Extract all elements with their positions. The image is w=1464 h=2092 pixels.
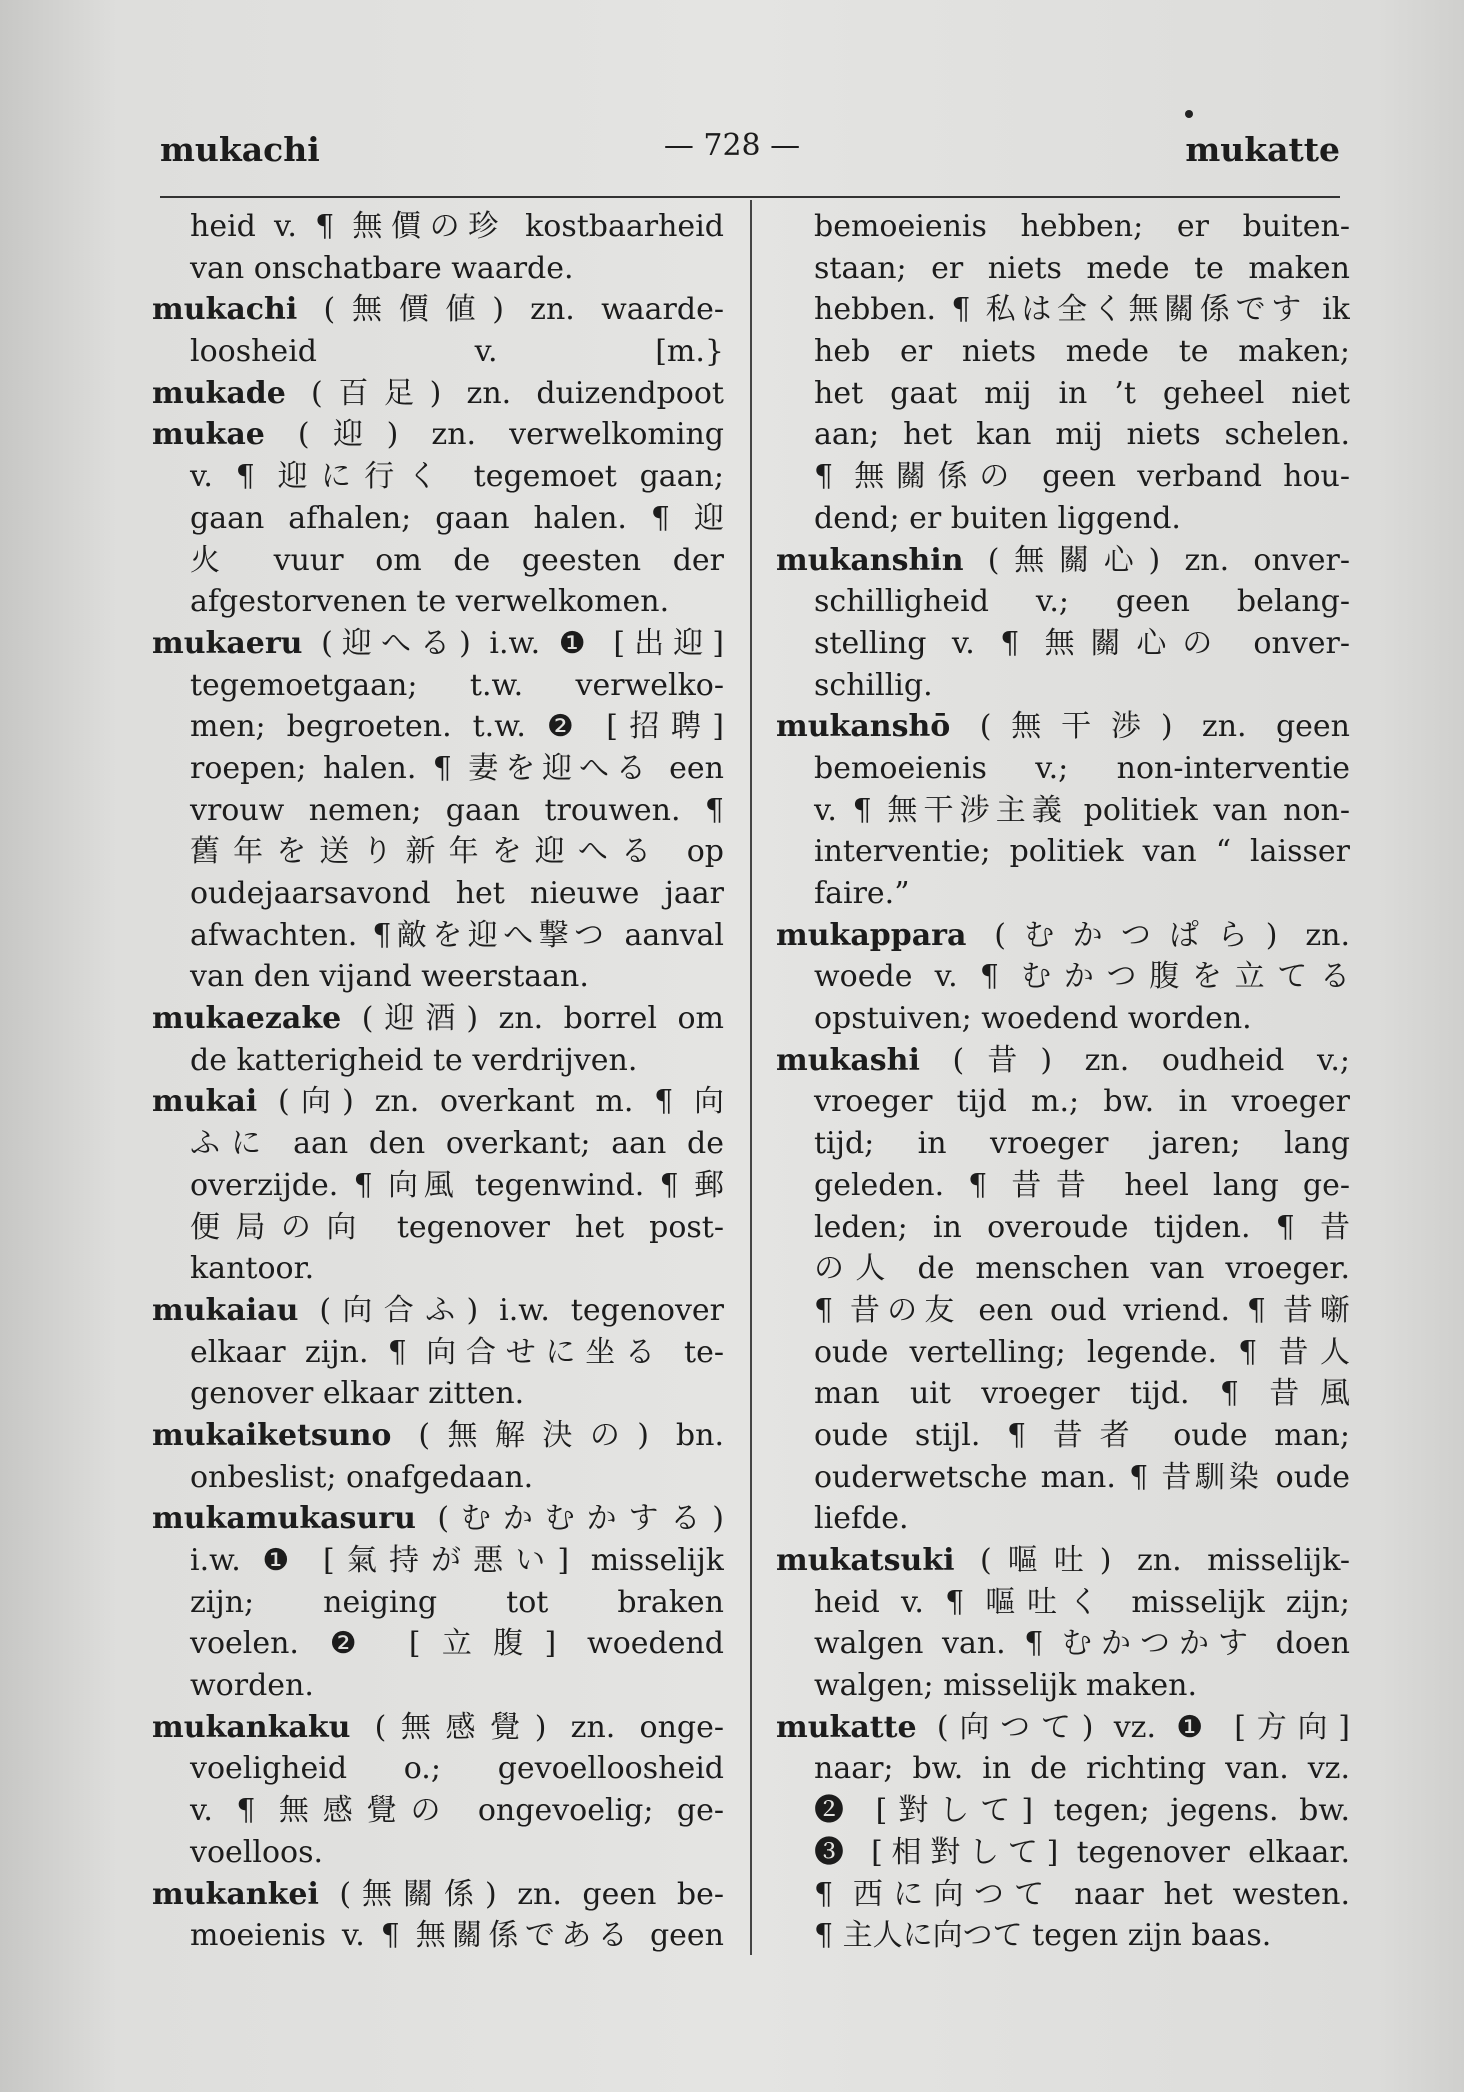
entry-line xyxy=(776,248,1350,290)
entry-line xyxy=(152,206,724,248)
entry-text: genover elkaar zitten. xyxy=(190,1376,525,1412)
header-left-guideword: mukachi xyxy=(160,130,320,169)
column-divider xyxy=(750,200,752,1955)
entry-line xyxy=(776,331,1350,373)
entry-line xyxy=(776,831,1350,873)
entry-line xyxy=(152,1540,724,1582)
entry-text: ouderwetsche man. ¶ 昔馴染 oude xyxy=(814,1459,1350,1495)
entry-line xyxy=(776,1165,1350,1207)
entry-line xyxy=(776,456,1350,498)
page-number: — 728 — xyxy=(663,128,801,163)
entry-line xyxy=(776,1123,1350,1165)
entry-line xyxy=(776,1790,1350,1832)
headword: mukaeru xyxy=(152,625,303,661)
entry-line xyxy=(776,1457,1350,1499)
entry-text: vroeger tijd m.; bw. in vroeger xyxy=(814,1084,1350,1120)
entry-text: (無感覺) zn. onge- xyxy=(350,1709,724,1745)
entry-text: vrouw nemen; gaan trouwen. ¶ xyxy=(190,792,724,828)
entry-text: zijn; neiging tot braken xyxy=(190,1584,724,1620)
entry-text: tegemoetgaan; t.w. verwelko- xyxy=(190,667,724,703)
entry-text: heid v. ¶ 無價の珍 kostbaarheid xyxy=(190,209,724,244)
entry-line xyxy=(776,581,1350,623)
headword: mukanshin xyxy=(776,542,964,578)
entry-text: afgestorvenen te verwelkomen. xyxy=(190,584,670,620)
entry-text: onbeslist; onafgedaan. xyxy=(190,1459,534,1495)
entry-line xyxy=(776,1498,1350,1540)
entry-line xyxy=(152,498,724,540)
entry-headline xyxy=(152,1874,724,1916)
entry-text: (迎へる) i.w. ❶ [出迎] xyxy=(302,625,724,661)
entry-line xyxy=(776,1332,1350,1374)
headword: mukashi xyxy=(776,1042,920,1078)
entry-line xyxy=(152,748,724,790)
header-rule xyxy=(160,196,1340,198)
entry-line xyxy=(152,1165,724,1207)
entry-line xyxy=(152,1040,724,1082)
entry-line xyxy=(776,790,1350,832)
entry-headline xyxy=(152,1498,724,1540)
entry-line xyxy=(152,665,724,707)
headword: mukatte xyxy=(776,1709,917,1745)
entry-text: walgen van. ¶ むかつかす doen xyxy=(814,1626,1350,1662)
entry-line xyxy=(152,456,724,498)
entry-text: ❷ [對して] tegen; jegens. bw. xyxy=(814,1793,1350,1829)
entry-line xyxy=(776,1081,1350,1123)
entry-line xyxy=(776,1415,1350,1457)
entry-line xyxy=(152,581,724,623)
entry-line xyxy=(776,206,1350,248)
entry-headline xyxy=(152,1415,724,1457)
entry-text: aan; het kan mij niets schelen. xyxy=(814,417,1350,453)
entry-line xyxy=(776,998,1350,1040)
entry-text: moeienis v. ¶ 無關係である geen xyxy=(190,1918,724,1954)
entry-text: v. ¶ 無感覺の ongevoelig; ge- xyxy=(190,1793,724,1829)
entry-line xyxy=(776,623,1350,665)
entry-text: (むかつぱら) zn. xyxy=(966,917,1350,953)
entry-text: roepen; halen. ¶ 妻を迎へる een xyxy=(190,750,724,786)
entry-headline xyxy=(152,1081,724,1123)
entry-text: liefde. xyxy=(814,1501,909,1537)
entry-text: (百足) zn. duizendpoot xyxy=(285,375,724,411)
entry-text: v. ¶ 無干涉主義 politiek van non- xyxy=(814,792,1350,828)
entry-text: voeligheid o.; gevoelloosheid xyxy=(190,1751,724,1787)
entry-headline xyxy=(152,623,724,665)
entry-line xyxy=(152,831,724,873)
entry-line xyxy=(776,1248,1350,1290)
entry-headline xyxy=(152,1707,724,1749)
entry-line xyxy=(776,1290,1350,1332)
entry-text: de katterigheid te verdrijven. xyxy=(190,1042,638,1078)
entry-line xyxy=(152,1123,724,1165)
entry-headline xyxy=(152,998,724,1040)
entry-text: heb er niets mede te maken; xyxy=(814,334,1350,370)
entry-headline xyxy=(776,540,1350,582)
entry-line xyxy=(776,956,1350,998)
entry-text: (向つて) vz. ❶ [方向] xyxy=(916,1709,1350,1745)
entry-line xyxy=(152,1248,724,1290)
entry-text: (迎酒) zn. borrel om xyxy=(341,1001,724,1037)
entry-text: (無關心) zn. onver- xyxy=(963,542,1350,578)
entry-text: woede v. ¶ むかつ腹を立てる xyxy=(814,959,1350,995)
header-right-guideword: mukatte xyxy=(1185,130,1340,169)
right-column xyxy=(776,206,1350,1957)
entry-text: oude vertelling; legende. ¶ 昔人 xyxy=(814,1334,1350,1370)
entry-text: opstuiven; woedend worden. xyxy=(814,1001,1252,1037)
entry-line xyxy=(776,1207,1350,1249)
entry-text: kantoor. xyxy=(190,1251,315,1287)
entry-text: man uit vroeger tijd. ¶ 昔風 xyxy=(814,1376,1350,1412)
entry-text: schilligheid v.; geen belang- xyxy=(814,584,1350,620)
entry-text: ¶ 昔の友 een oud vriend. ¶ 昔噺 xyxy=(814,1292,1350,1328)
entry-text: van den vijand weerstaan. xyxy=(190,959,589,995)
entry-text: het gaat mij in ’t geheel niet xyxy=(814,375,1350,411)
entry-line xyxy=(152,331,724,373)
entry-text: worden. xyxy=(190,1668,314,1704)
entry-text: ¶ 西に向つて naar het westen. xyxy=(814,1876,1350,1912)
headword: mukankaku xyxy=(152,1709,351,1745)
entry-line xyxy=(152,1915,724,1957)
entry-text: ¶ 無關係の geen verband hou- xyxy=(814,459,1350,495)
entry-text: (嘔吐) zn. misselijk- xyxy=(954,1543,1350,1578)
entry-text: van onschatbare waarde. xyxy=(190,250,574,286)
entry-text: oude stijl. ¶ 昔者 oude man; xyxy=(814,1417,1350,1453)
entry-text: naar; bw. in de richting van. vz. xyxy=(814,1751,1350,1787)
entry-text: overzijde. ¶ 向風 tegenwind. ¶ 郵 xyxy=(190,1167,724,1203)
entry-line xyxy=(776,1832,1350,1874)
entry-text: (無解決の) bn. xyxy=(391,1417,724,1453)
entry-text: 便局の向 tegenover het post- xyxy=(190,1209,724,1245)
entry-text: (無關係) zn. geen be- xyxy=(318,1876,724,1912)
headword: mukade xyxy=(152,375,286,411)
entry-line xyxy=(152,956,724,998)
entry-text: i.w. ❶ [氣持が悪い] misselijk xyxy=(190,1543,724,1578)
headword: mukai xyxy=(152,1084,258,1120)
headword: mukachi xyxy=(152,292,298,328)
entry-text: voelen. ❷ [立腹] woedend xyxy=(190,1626,724,1662)
entry-headline xyxy=(776,1540,1350,1582)
entry-text: schillig. xyxy=(814,667,933,703)
entry-text: heid v. ¶ 嘔吐く misselijk zijn; xyxy=(814,1584,1350,1620)
entry-text: (向) zn. overkant m. ¶ 向 xyxy=(257,1084,724,1120)
entry-headline xyxy=(152,289,724,331)
entry-line xyxy=(776,748,1350,790)
entry-text: ❸ [相對して] tegenover elkaar. xyxy=(814,1834,1350,1870)
entry-line xyxy=(152,1373,724,1415)
entry-text: loosheid v. [m.} xyxy=(190,334,724,370)
entry-line xyxy=(152,790,724,832)
entry-headline xyxy=(776,1040,1350,1082)
entry-text: (無干渉) zn. geen xyxy=(950,709,1350,745)
headword: mukae xyxy=(152,417,265,453)
ink-dot xyxy=(1185,110,1193,118)
headword: mukamukasuru xyxy=(152,1501,416,1537)
entry-text: hebben. ¶ 私は全く無關係です ik xyxy=(814,292,1350,328)
headword: mukaezake xyxy=(152,1001,342,1037)
entry-text: geleden. ¶ 昔昔 heel lang ge- xyxy=(814,1167,1350,1203)
entry-text: (向合ふ) i.w. tegenover xyxy=(298,1292,724,1328)
entry-text: ¶ 主人に向つて tegen zijn baas. xyxy=(814,1918,1272,1954)
entry-line xyxy=(776,1748,1350,1790)
entry-text: (無價値) zn. waarde- xyxy=(297,292,724,328)
entry-text: (むかむかする) xyxy=(415,1501,724,1537)
entry-text: tijd; in vroeger jaren; lang xyxy=(814,1126,1350,1162)
entry-line xyxy=(152,1748,724,1790)
entry-line xyxy=(152,873,724,915)
entry-line xyxy=(152,706,724,748)
entry-text: walgen; misselijk maken. xyxy=(814,1668,1197,1704)
entry-line xyxy=(152,915,724,957)
headword: mukatsuki xyxy=(776,1543,955,1578)
entry-text: leden; in overoude tijden. ¶ 昔 xyxy=(814,1209,1350,1245)
entry-text: 火 vuur om de geesten der xyxy=(190,542,724,578)
entry-line xyxy=(152,1665,724,1707)
entry-line xyxy=(776,1623,1350,1665)
entry-line xyxy=(152,1457,724,1499)
left-column xyxy=(152,206,724,1957)
headword: mukappara xyxy=(776,917,967,953)
entry-line xyxy=(776,1582,1350,1624)
entry-line xyxy=(776,873,1350,915)
entry-headline xyxy=(152,414,724,456)
entry-text: stelling v. ¶ 無關心の onver- xyxy=(814,625,1350,661)
entry-line xyxy=(776,373,1350,415)
entry-line xyxy=(152,1332,724,1374)
entry-line xyxy=(776,665,1350,707)
entry-text: oudejaarsavond het nieuwe jaar xyxy=(190,876,724,911)
entry-text: の人 de menschen van vroeger. xyxy=(814,1251,1350,1287)
entry-line xyxy=(776,289,1350,331)
entry-text: interventie; politiek van “ laisser xyxy=(814,834,1350,870)
entry-text: faire.” xyxy=(814,876,910,911)
headword: mukaiketsuno xyxy=(152,1417,392,1453)
entry-line xyxy=(776,1373,1350,1415)
entry-line xyxy=(776,414,1350,456)
entry-line xyxy=(776,1874,1350,1916)
entry-headline xyxy=(776,706,1350,748)
entry-line xyxy=(152,1582,724,1624)
entry-text: (迎) zn. verwelkoming xyxy=(264,417,724,453)
entry-text: gaan afhalen; gaan halen. ¶ 迎 xyxy=(190,500,724,536)
entry-text: elkaar zijn. ¶ 向合せに坐る te- xyxy=(190,1334,724,1370)
entry-text: dend; er buiten liggend. xyxy=(814,500,1181,536)
entry-line xyxy=(776,498,1350,540)
entry-headline xyxy=(152,373,724,415)
entry-line xyxy=(776,1915,1350,1957)
entry-line xyxy=(152,1207,724,1249)
headword: mukaiau xyxy=(152,1292,299,1328)
entry-text: bemoeienis hebben; er buiten- xyxy=(814,209,1350,244)
entry-text: afwachten. ¶敵を迎へ撃つ aanval xyxy=(190,917,724,953)
entry-text: staan; er niets mede te maken xyxy=(814,250,1350,286)
entry-text: voelloos. xyxy=(190,1834,324,1870)
entry-text: 舊年を送り新年を迎へる op xyxy=(190,834,724,870)
entry-line xyxy=(776,1665,1350,1707)
entry-headline xyxy=(776,915,1350,957)
entry-line xyxy=(152,1832,724,1874)
headword: mukankei xyxy=(152,1876,319,1912)
entry-line xyxy=(152,1623,724,1665)
entry-text: v. ¶ 迎に行く tegemoet gaan; xyxy=(190,459,724,495)
entry-line xyxy=(152,1790,724,1832)
entry-headline xyxy=(776,1707,1350,1749)
entry-text: (昔) zn. oudheid v.; xyxy=(919,1042,1350,1078)
entry-text: men; begroeten. t.w. ❷ [招聘] xyxy=(190,709,724,745)
entry-headline xyxy=(152,1290,724,1332)
headword: mukanshō xyxy=(776,709,951,745)
entry-text: bemoeienis v.; non-interventie xyxy=(814,750,1350,786)
entry-line xyxy=(152,248,724,290)
entry-text: ふに aan den overkant; aan de xyxy=(190,1126,724,1162)
entry-line xyxy=(152,540,724,582)
